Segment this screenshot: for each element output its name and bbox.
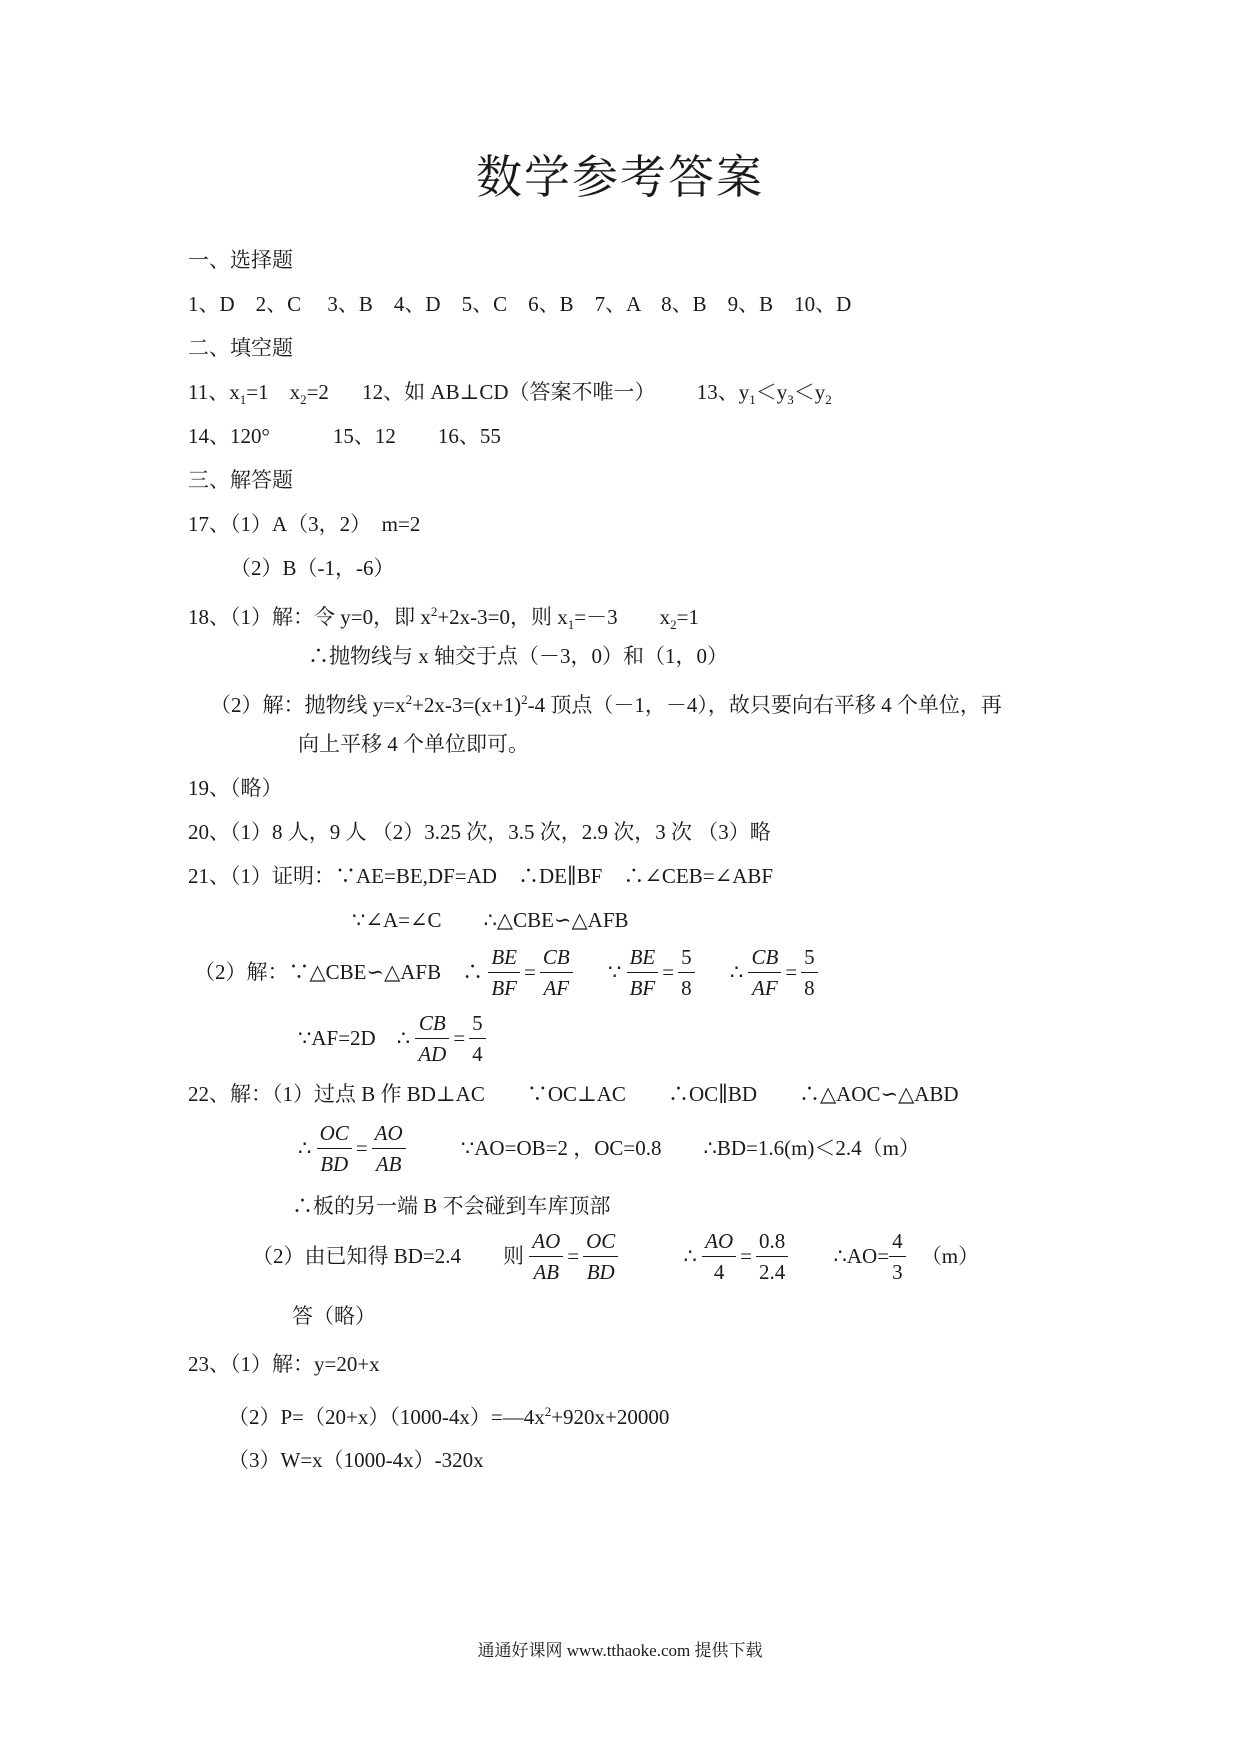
q22-part2: （2）由已知得 BD=2.4 则 $\frac{AO}{AB}$ = $\frac{OC}{BD}$ ∴ $\frac{AO}{4}$ = $\frac{0.8}{2.4}$ ∴AO= $\frac{4}{3}$ （m） bbox=[252, 1224, 979, 1287]
q19-text: 19、（略） bbox=[188, 776, 283, 800]
q23-part1: 23、（1）解：y=20+x bbox=[188, 1352, 380, 1376]
fraction: $\frac{0.8}{2.4}$ bbox=[756, 1226, 788, 1287]
fraction: $\frac{5}{8}$ bbox=[801, 942, 818, 1003]
q13-text: 13、$y_1<y_3<y_2$ bbox=[696, 380, 832, 408]
fraction: $\frac{BE}{BF}$ bbox=[488, 942, 520, 1003]
fraction: $\frac{OC}{BD}$ bbox=[583, 1226, 618, 1287]
answers-1-10: 1、D 2、C 3、B 4、D 5、C 6、B 7、A 8、B 9、B 10、D bbox=[188, 292, 852, 316]
fraction: $\frac{OC}{BD}$ bbox=[317, 1118, 352, 1179]
fraction: $\frac{4}{3}$ bbox=[889, 1226, 906, 1287]
fraction: $\frac{5}{8}$ bbox=[678, 942, 695, 1003]
section-heading-fill: 二、填空题 bbox=[188, 336, 293, 360]
q23-part2: $(2)P=(20+x)(1000-4x)=—4x^2+920x+20000$ bbox=[228, 1404, 670, 1429]
q11-text: 11、$x_1=1$ $x_2=2$ bbox=[188, 380, 329, 408]
q22-part1-cont: ∴ $\frac{OC}{BD}$ = $\frac{AO}{AB}$ ∵AO=OB=2 ，OC=0.8 ∴BD=1.6(m)＜2.4（m） bbox=[298, 1116, 920, 1179]
q18-part2-cont: 向上平移 4 个单位即可。 bbox=[298, 732, 529, 756]
fraction: $\frac{5}{4}$ bbox=[469, 1008, 486, 1069]
q21-part2-cont: ∵AF=2D ∴ $\frac{CB}{AD}$ = $\frac{5}{4}$ bbox=[298, 1006, 486, 1069]
page-title: 数学参考答案 bbox=[476, 152, 764, 203]
fraction: $\frac{CB}{AD}$ bbox=[415, 1008, 449, 1069]
q18-part2: （2）解：抛物线 $y=x^2+2x-3=(x+1)^2-4$ 顶点（－1，－4），故只要向右平移 4 个单位，再 bbox=[210, 692, 1002, 717]
q22-part1: 22、解：（1）过点 B 作 BD⊥AC ∵OC⊥AC ∴OC∥BD ∴△AOC∽△ABD bbox=[188, 1082, 959, 1106]
q18-part1: 18、（1）解：令 y=0，即 $x^2+2x-3=0$，则 $x_1=-3$ $x_2=1$ bbox=[188, 604, 699, 633]
q20-text: 20、（1）8 人，9 人 （2）3.25 次，3.5 次，2.9 次，3 次 （3）略 bbox=[188, 820, 771, 844]
q21-part2: （2）解：∵△CBE∽△AFB ∴ $\frac{BE}{BF}$ = $\frac{CB}{AF}$ ∵ $\frac{BE}{BF}$ = $\frac{5}{8}$ ∴ $\frac{CB}{AF}$ = $\frac{5}{8}$ bbox=[194, 940, 818, 1003]
fraction: $\frac{AO}{AB}$ bbox=[529, 1226, 563, 1287]
fraction: $\frac{CB}{AF}$ bbox=[748, 942, 781, 1003]
section-heading-solve: 三、解答题 bbox=[188, 468, 293, 492]
q23-part3: （3）W=x（1000-4x）-320x bbox=[228, 1448, 484, 1472]
section-heading-choice: 一、选择题 bbox=[188, 248, 293, 272]
fraction: $\frac{AO}{AB}$ bbox=[372, 1118, 406, 1179]
answer-line-11-13 bbox=[188, 378, 832, 414]
fraction: $\frac{CB}{AF}$ bbox=[540, 942, 573, 1003]
page-footer: 通通好课网 www.tthaoke.com 提供下载 bbox=[477, 1641, 763, 1660]
q21-part1-cont: ∵∠A=∠C ∴△CBE∽△AFB bbox=[352, 908, 629, 932]
fraction: $\frac{AO}{4}$ bbox=[702, 1226, 736, 1287]
answer-line-14-16: 14、120° 15、12 16、55 bbox=[188, 424, 501, 448]
q18-part1-conclusion: ∴抛物线与 x 轴交于点（－3，0）和（1，0） bbox=[308, 644, 728, 668]
q12-text: 12、如 AB⊥CD（答案不唯一） bbox=[362, 380, 656, 404]
q22-answer: 答（略） bbox=[292, 1304, 376, 1328]
q21-part1: 21、（1）证明：∵AE=BE,DF=AD ∴DE∥BF ∴∠CEB=∠ABF bbox=[188, 864, 774, 888]
q17-part2: （2）B（-1，-6） bbox=[230, 556, 395, 580]
q22-part1-conclusion: ∴板的另一端 B 不会碰到车库顶部 bbox=[292, 1194, 611, 1218]
q17-part1: 17、（1）A（3，2） m=2 bbox=[188, 512, 421, 536]
fraction: $\frac{BE}{BF}$ bbox=[627, 942, 659, 1003]
